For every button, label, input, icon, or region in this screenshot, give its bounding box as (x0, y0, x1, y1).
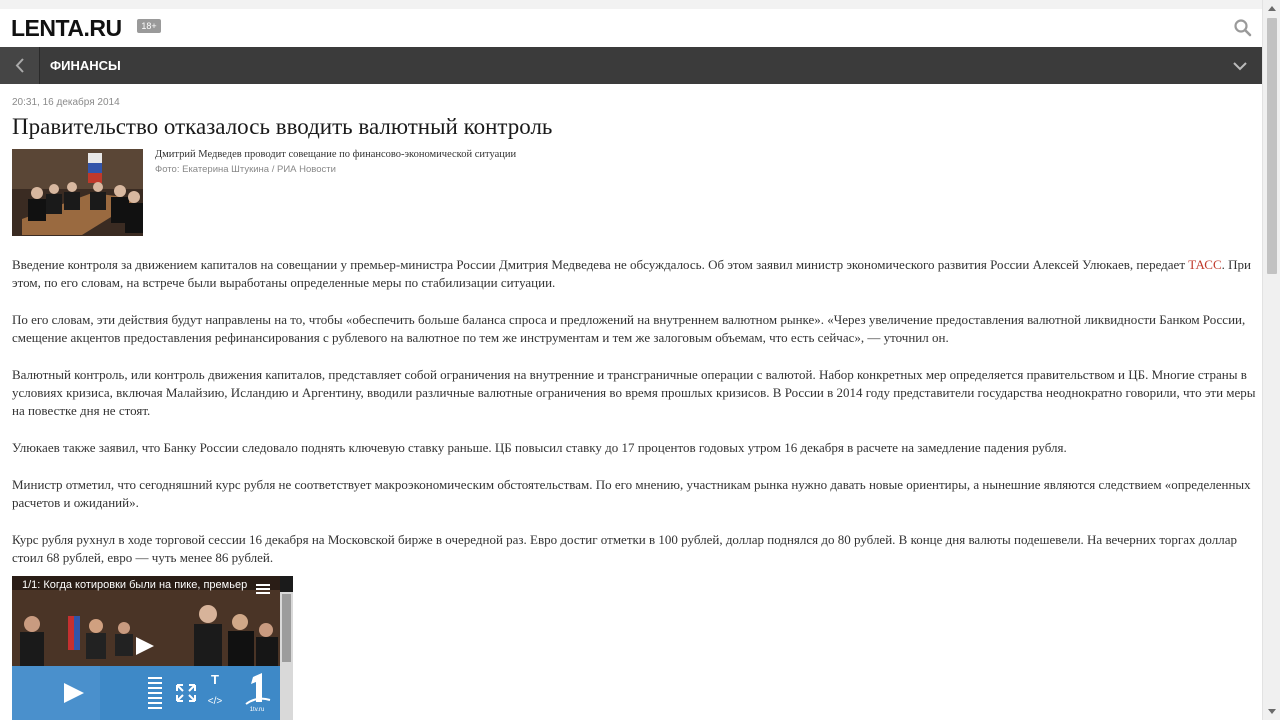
age-rating-badge: 18+ (137, 19, 161, 33)
article-paragraph: Курс рубля рухнул в ходе торговой сессии 16 декабря на Московской бирже в очередной раз. Евро достиг отметки в 100 рублей, доллар поднялся до 80 рублей. В конце дня валюты подешевели. На вечерних торгах доллар стоил 68 рублей, евро — чуть менее 86 рублей. (12, 532, 1237, 565)
section-title[interactable]: ФИНАНСЫ (50, 58, 121, 73)
fullscreen-icon (172, 666, 200, 720)
article-paragraph: Валютный контроль, или контроль движения капиталов, представляет собой ограничения на внутренние и трансграничные операции с валютой. Набор конкретных мер определяется правительством и ЦБ. Многие страны в условиях кризиса, включая Малайзию, Исландию и Аргентину, вводили различные валютные ограничения во время прошлых кризисов. В России в 2014 году представители государства неоднократно говорили, что эти меры на повестке дня не стоят. (12, 367, 1256, 418)
channel-name: 1tv.ru (249, 707, 265, 713)
video-player[interactable] (12, 576, 293, 720)
tass-source-link[interactable]: ТАСС (1188, 257, 1222, 272)
scroll-up-icon[interactable] (1263, 2, 1280, 16)
fullscreen-button[interactable] (172, 666, 200, 720)
chevron-left-icon (0, 47, 40, 84)
paragraph-text: . При этом, по его словам, на встрече были выработаны определенные меры по стабилизации ситуации. (12, 257, 1252, 290)
paragraph-text: Введение контроля за движением капиталов на совещании у премьер-министра России Дмитрия Медведева не обсуждалось. Об этом заявил министр экономического развития России Алексей Улюкаев, передает (12, 257, 1189, 272)
embed-button[interactable]: </> (207, 696, 223, 707)
channel-logo[interactable] (234, 666, 280, 720)
page (0, 9, 1262, 720)
page-scrollbar[interactable] (1262, 0, 1280, 720)
article-paragraph: По его словам, эти действия будут направлены на то, чтобы «обеспечить больше баланса спроса и предложений на внутреннем валютном рынке». «Через увеличение предоставления валютной ликвидности Банком России, смещение акцентов предоставления рефинансирования с рублевого на валютное по тем же инструментам и тем же залоговым объемам, что есть сейчас», — уточнил он. (12, 312, 1246, 345)
site-logo[interactable]: LENTA.RU (11, 15, 122, 41)
video-controls (12, 666, 280, 720)
playlist-icon[interactable] (256, 581, 270, 591)
chevron-down-icon (1230, 57, 1250, 75)
article-body (12, 256, 1258, 586)
nav-back-button[interactable] (0, 47, 40, 84)
video-title: 1/1: Когда котировки были на пике, премьер (22, 579, 248, 591)
scrollbar-thumb[interactable] (1267, 18, 1277, 274)
section-navbar (0, 47, 1262, 84)
search-icon[interactable] (1233, 18, 1253, 38)
top-strip (0, 0, 1262, 9)
photo-caption: Дмитрий Медведев проводит совещание по финансово-экономической ситуации (155, 149, 517, 160)
video-playlist-scrollbar[interactable] (280, 592, 293, 720)
play-button[interactable] (12, 666, 100, 720)
article-paragraph: Улюкаев также заявил, что Банку России следовало поднять ключевую ставку раньше. ЦБ повысил ставку до 17 процентов годовых утром 16 декабря в расчете на замедление падения рубля. (12, 440, 1067, 455)
volume-button[interactable] (140, 666, 168, 720)
scroll-down-icon[interactable] (1263, 704, 1280, 718)
article-paragraph (12, 256, 1258, 292)
article-title: Правительство отказалось вводить валютный контроль (12, 114, 553, 139)
photo-credit: Фото: Екатерина Штукина / РИА Новости (155, 164, 336, 175)
site-header (0, 9, 1262, 47)
article-paragraph: Министр отметил, что сегодняшний курс рубля не соответствует макроэкономическим обстоятельствам. По его мнению, участникам рынка нужно давать новые ориентиры, а нынешние являются следствием «определенных расчетов и ожиданий». (12, 477, 1251, 510)
text-mode-button[interactable]: T (211, 672, 219, 687)
volume-bars-icon (140, 666, 168, 720)
article-photo[interactable] (12, 149, 143, 236)
play-icon (12, 666, 100, 720)
scrollbar-thumb[interactable] (282, 594, 291, 662)
nav-expand-button[interactable] (1230, 57, 1250, 75)
article-date: 20:31, 16 декабря 2014 (12, 97, 120, 108)
